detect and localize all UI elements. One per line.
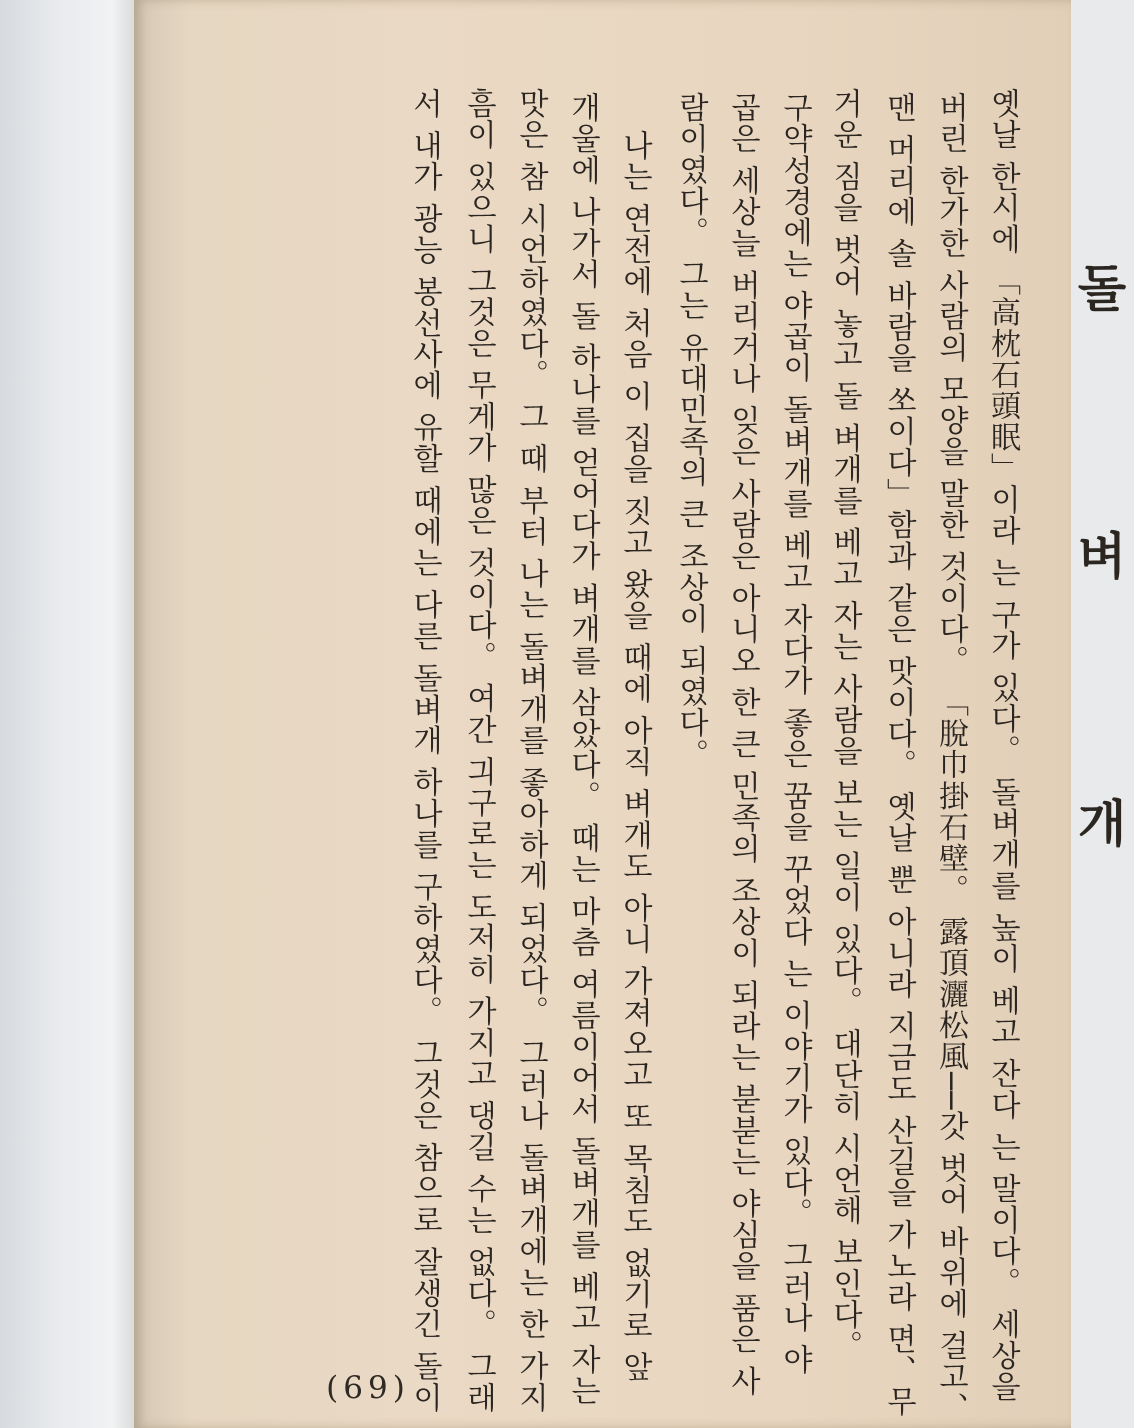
text-column-6: 곱은 세상늘 버리거나 잊은 사람은 아니오 한 큰 민족의 조상이 되라는 붇붇는 야심을 품은 사: [725, 92, 760, 1397]
text-column-2: 버린 한가한 사람의 모양을 말한 것이다。 「脫巾掛石壁。 露頂灑松風──갓 벗어 바위에 걸고、: [933, 92, 968, 1424]
text-column-3: 맨 머리에 솔 바람을 쏘이다」함과 같은 맛이다。 옛날 뿐 아니라 지금도 산길을 가노라 면、무: [881, 92, 916, 1418]
text-column-12: 서 내가 광능 봉선사에 유할 때에는 다른 돌벼개 하나를 구하였다。 그것은 참으로 잘생긴 돌이: [407, 88, 442, 1414]
text-column-9: 개울에 나가서 돌 하나를 얻어다가 벼개를 삼았다。 때는 마츰 여름이어서 돌벼개를 베고 자는: [565, 92, 600, 1407]
page-number: (69): [326, 1370, 410, 1406]
book-page: [134, 0, 1128, 1428]
text-column-1: 옛날 한시에 「高枕石頭眠」이라 는 구가 있다。 돌벼개를 높이 베고 잔다 는 말이다。 세상을: [985, 88, 1020, 1403]
text-column-4: 거운 짐을 벗어 놓고 돌 벼개를 베고 자는 사람을 보는 일이 있다。 대단히 시언해 보인다。: [827, 88, 862, 1362]
text-column-11: 흠이 있으니 그것은 무게가 많은 것이다。 여간 긔구로는 도저히 가지고 댕길 수는 없다。 그래: [461, 88, 496, 1414]
text-column-10: 맛은 참 시언하였다。 그 때 부터 나는 돌벼개를 좋아하게 되었다。 그러나 돌벼개에는 한 가지: [513, 88, 548, 1414]
text-column-5: 구약성경에는 야곱이 돌벼개를 베고 자다가 좋은 꿈을 꾸었다 는 이야기가 있다。 그러나 야: [777, 92, 812, 1376]
text-column-7: 람이였다。 그는 유대민족의 큰 조상이 되였다。: [673, 92, 708, 770]
adjacent-page-edge: [0, 0, 140, 1428]
page-title: 돌 벼 개: [1069, 262, 1128, 947]
text-column-8: 나는 연전에 처음 이 집을 짓고 왔을 때에 아직 벼개도 아니 가져오고 또 목침도 없기로 앞: [617, 130, 652, 1384]
